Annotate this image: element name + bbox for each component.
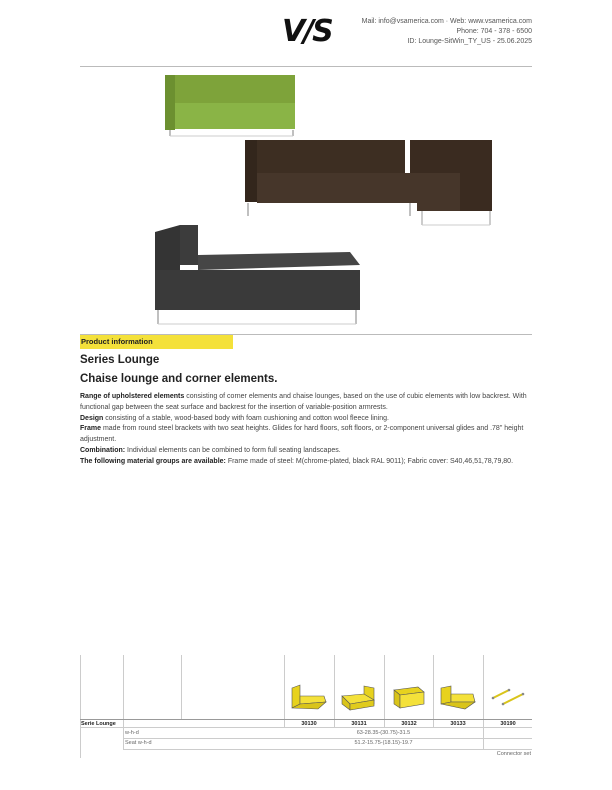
paragraph-design: Design consisting of a stable, wood-based body with foam cushioning and cotton wool fleece lining. (80, 414, 389, 422)
contact-line-mail-web: Mail: info@vsamerica.com · Web: www.vsamerica.com (361, 18, 532, 25)
paragraph-materials: The following material groups are available: Frame made of steel: M(chrome-plated, black RAL 9011); Fabric cover: S40,46,51,78,79,80. (80, 457, 514, 465)
paragraph-combination: Combination: Individual elements can be combined to form full seating landscapes. (80, 446, 341, 454)
contact-info (362, 17, 532, 47)
code-30133: 30133 (450, 721, 466, 727)
paragraph-range: Range of upholstered elements consisting of corner elements and chaise lounges, based on the use of cubic elements with low backrest. With functional gap between the seat surface and backrest for the insertion of variable-position armrests. (80, 393, 527, 411)
series-subtitle: Chaise lounge and corner elements. (80, 373, 278, 385)
section-label: Product information (80, 335, 233, 349)
series-cell: Serie Lounge (81, 721, 116, 727)
row-label-seat: Seat w-h-d (125, 740, 152, 746)
row-value-dimensions: 63-28.35-(30.75)-31.5 (356, 730, 411, 736)
row-label-dimensions: w-h-d (125, 730, 139, 736)
product-photo (140, 70, 510, 332)
row-value-seat: 51.2-15.75-(18.15)-19.7 (354, 740, 413, 746)
vs-logo: V/S (282, 14, 332, 49)
code-30130: 30130 (301, 721, 317, 727)
green-sofa (165, 75, 295, 136)
product-description (80, 392, 533, 468)
code-30190: 30190 (500, 721, 516, 727)
thumb-30130 (288, 682, 330, 712)
series-title: Series Lounge (80, 354, 160, 366)
code-30132: 30132 (401, 721, 417, 727)
code-30131: 30131 (351, 721, 367, 727)
header-divider (80, 66, 532, 67)
thumb-30133 (437, 682, 479, 712)
contact-line-phone: Phone: 704 - 378 - 6500 (456, 28, 532, 35)
grey-chaise-sofa (155, 225, 360, 324)
thumb-30131 (338, 682, 380, 712)
connector-set-icon (487, 682, 529, 712)
connector-set-label: Connector set (496, 751, 531, 757)
paragraph-frame: Frame made from round steel brackets with two seat heights. Glides for hard floors, soft floors, or 2-component universal glides and .78" height adjustment. (80, 425, 524, 444)
thumb-30132 (388, 682, 430, 712)
brown-corner-sofa (245, 140, 492, 225)
document-id: ID: Lounge-SitWin_TY_US - 25.06.2025 (407, 38, 532, 45)
